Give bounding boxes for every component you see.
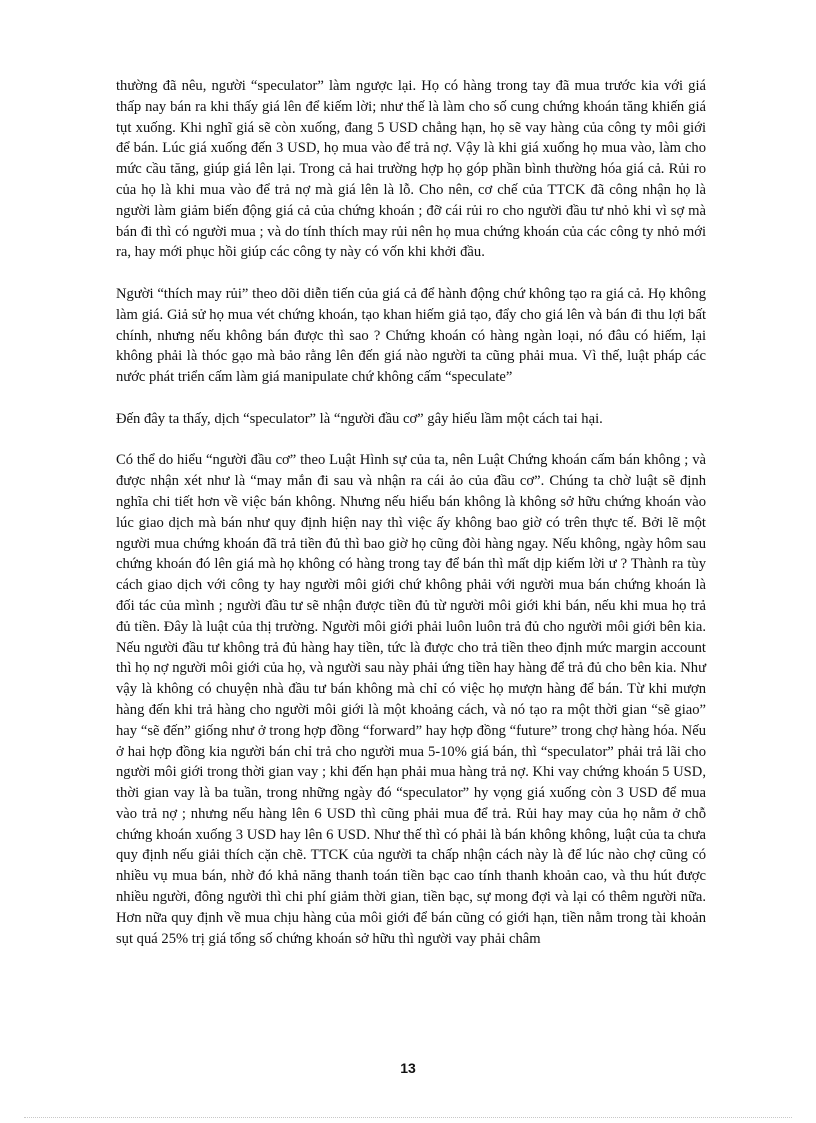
document-body xyxy=(116,76,706,949)
page-number: 13 xyxy=(400,1060,416,1076)
page-bottom-divider xyxy=(24,1117,792,1118)
paragraph-speculator-role: thường đã nêu, người “speculator” làm ngược lại. Họ có hàng trong tay đã mua trước kia với giá thấp nay bán ra khi thấy giá lên để kiếm lời; như thế là làm cho số cung chứng khoán tăng khiến giá tụt xuống. Khi nghĩ giá sẽ còn xuống, đang 5 USD chẳng hạn, họ sẽ vay hàng của công ty môi giới để bán. Lúc giá xuống đến 3 USD, họ mua vào để trả nợ. Vậy là khi giá xuống họ mua vào, làm cho mức cầu tăng, giúp giá lên lại. Trong cả hai trường hợp họ góp phần bình thường hóa giá cả. Rủi ro của họ là khi mua vào để trả nợ mà giá lên là lỗ. Cho nên, cơ chế của TTCK đã công nhận họ là người làm giảm biến động giá cả của chứng khoán ; đỡ cái rủi ro cho người đầu tư nhỏ khi vì sợ mà bán đi thì có người mua ; và do tính thích may rủi nên họ mua chứng khoán của các công ty nhỏ mới ra, hay mới phục hồi giúp các công ty này có vốn khi khởi đầu. xyxy=(116,78,706,261)
paragraph-translation-note: Đến đây ta thấy, dịch “speculator” là “người đầu cơ” gây hiểu lầm một cách tai hại. xyxy=(116,410,603,427)
paragraph-short-selling: Có thể do hiểu “người đầu cơ” theo Luật Hình sự của ta, nên Luật Chứng khoán cấm bán không ; và được nhận xét như là “may mắn đi sau và nhận ra cái ảo của đầu cơ”. Chúng ta chờ luật sẽ định nghĩa chi tiết hơn về việc bán không. Nhưng nếu hiểu bán không là không sở hữu chứng khoán vào lúc giao dịch mà bán như quy định hiện nay thì việc ấy không bao giờ có trên thực tế. Bởi lẽ một người mua chứng khoán đã trả tiền đủ thì bao giờ họ cũng đòi hàng ngay. Nếu không, ngày hôm sau chứng khoán đó lên giá mà họ không có hàng trong tay để bán thì mất dịp kiếm lời ư ? Thành ra tùy cách giao dịch với công ty hay người môi giới chứ không phải với người mua bán chứng khoán là đối tác của mình ; người đầu tư sẽ nhận được tiền đủ từ người môi giới khi bán, nếu khi mua họ trả đủ tiền. Đây là luật của thị trường. Người môi giới phải luôn luôn trả đủ cho người môi giới bên kia. Nếu người đầu tư không trả đủ hàng hay tiền, tức là được cho trả tiền theo định mức margin account thì họ nợ người môi giới của họ, và người sau này phải ứng tiền hay hàng để trả đủ cho bên kia. Như vậy là không có chuyện nhà đầu tư bán không mà chỉ có việc họ mượn hàng để bán. Từ khi mượn hàng đến khi trả hàng cho người môi giới là một khoảng cách, và nó tạo ra một thời gian “sẽ giao” hay “sẽ đến” giống như ở trong hợp đồng “forward” hay hợp đồng “future” trong chợ hàng hóa. Nếu ở hai hợp đồng kia người bán chỉ trả cho người mua 5-10% giá bán, thì “speculator” phải trả lãi cho người môi giới trong thời gian vay ; khi đến hạn phải mua hàng trả nợ. Khi vay chứng khoán 5 USD, thời gian vay là ba tuần, trong những ngày đó “speculator” hy vọng giá xuống còn 3 USD để mua vào trả nợ ; nhưng nếu hàng lên 6 USD thì cũng phải mua để trả. Rủi hay may của họ nằm ở chỗ chứng khoán xuống 3 USD hay lên 6 USD. Như thế thì có phải là bán không không, luật của ta chưa quy định nếu giải thích cặn chẽ. TTCK của người ta chấp nhận cách này là để lúc nào chợ cũng có nhiều vụ mua bán, nhờ đó khả năng thanh toán tiền bạc cao tính thanh khoản cao, và thu hút được nhiều người, đông người thì chi phí giảm thời gian, tiền bạc, sự mong đợi và lại có thêm người nữa. Hơn nữa quy định về mua chịu hàng của môi giới để bán cũng có giới hạn, tiền nằm trong tài khoản sụt quá 25% trị giá tổng số chứng khoán sở hữu thì người vay phải châm xyxy=(116,452,706,947)
paragraph-speculation-vs-manipulation: Người “thích may rủi” theo dõi diễn tiến của giá cả để hành động chứ không tạo ra giá cả. Họ không làm giá. Giả sử họ mua vét chứng khoán, tạo khan hiếm giả tạo, đẩy cho giá lên và bán đi thu lợi bất chính, nhưng nếu không bán được thì sao ? Chứng khoán có hàng ngàn loại, nó đâu có hiếm, lại không phải là thóc gạo mà bảo rằng lên đến giá nào người ta cũng phải mua. Vì thế, luật pháp các nước phát triển cấm làm giá manipulate chứ không cấm “speculate” xyxy=(116,285,706,386)
